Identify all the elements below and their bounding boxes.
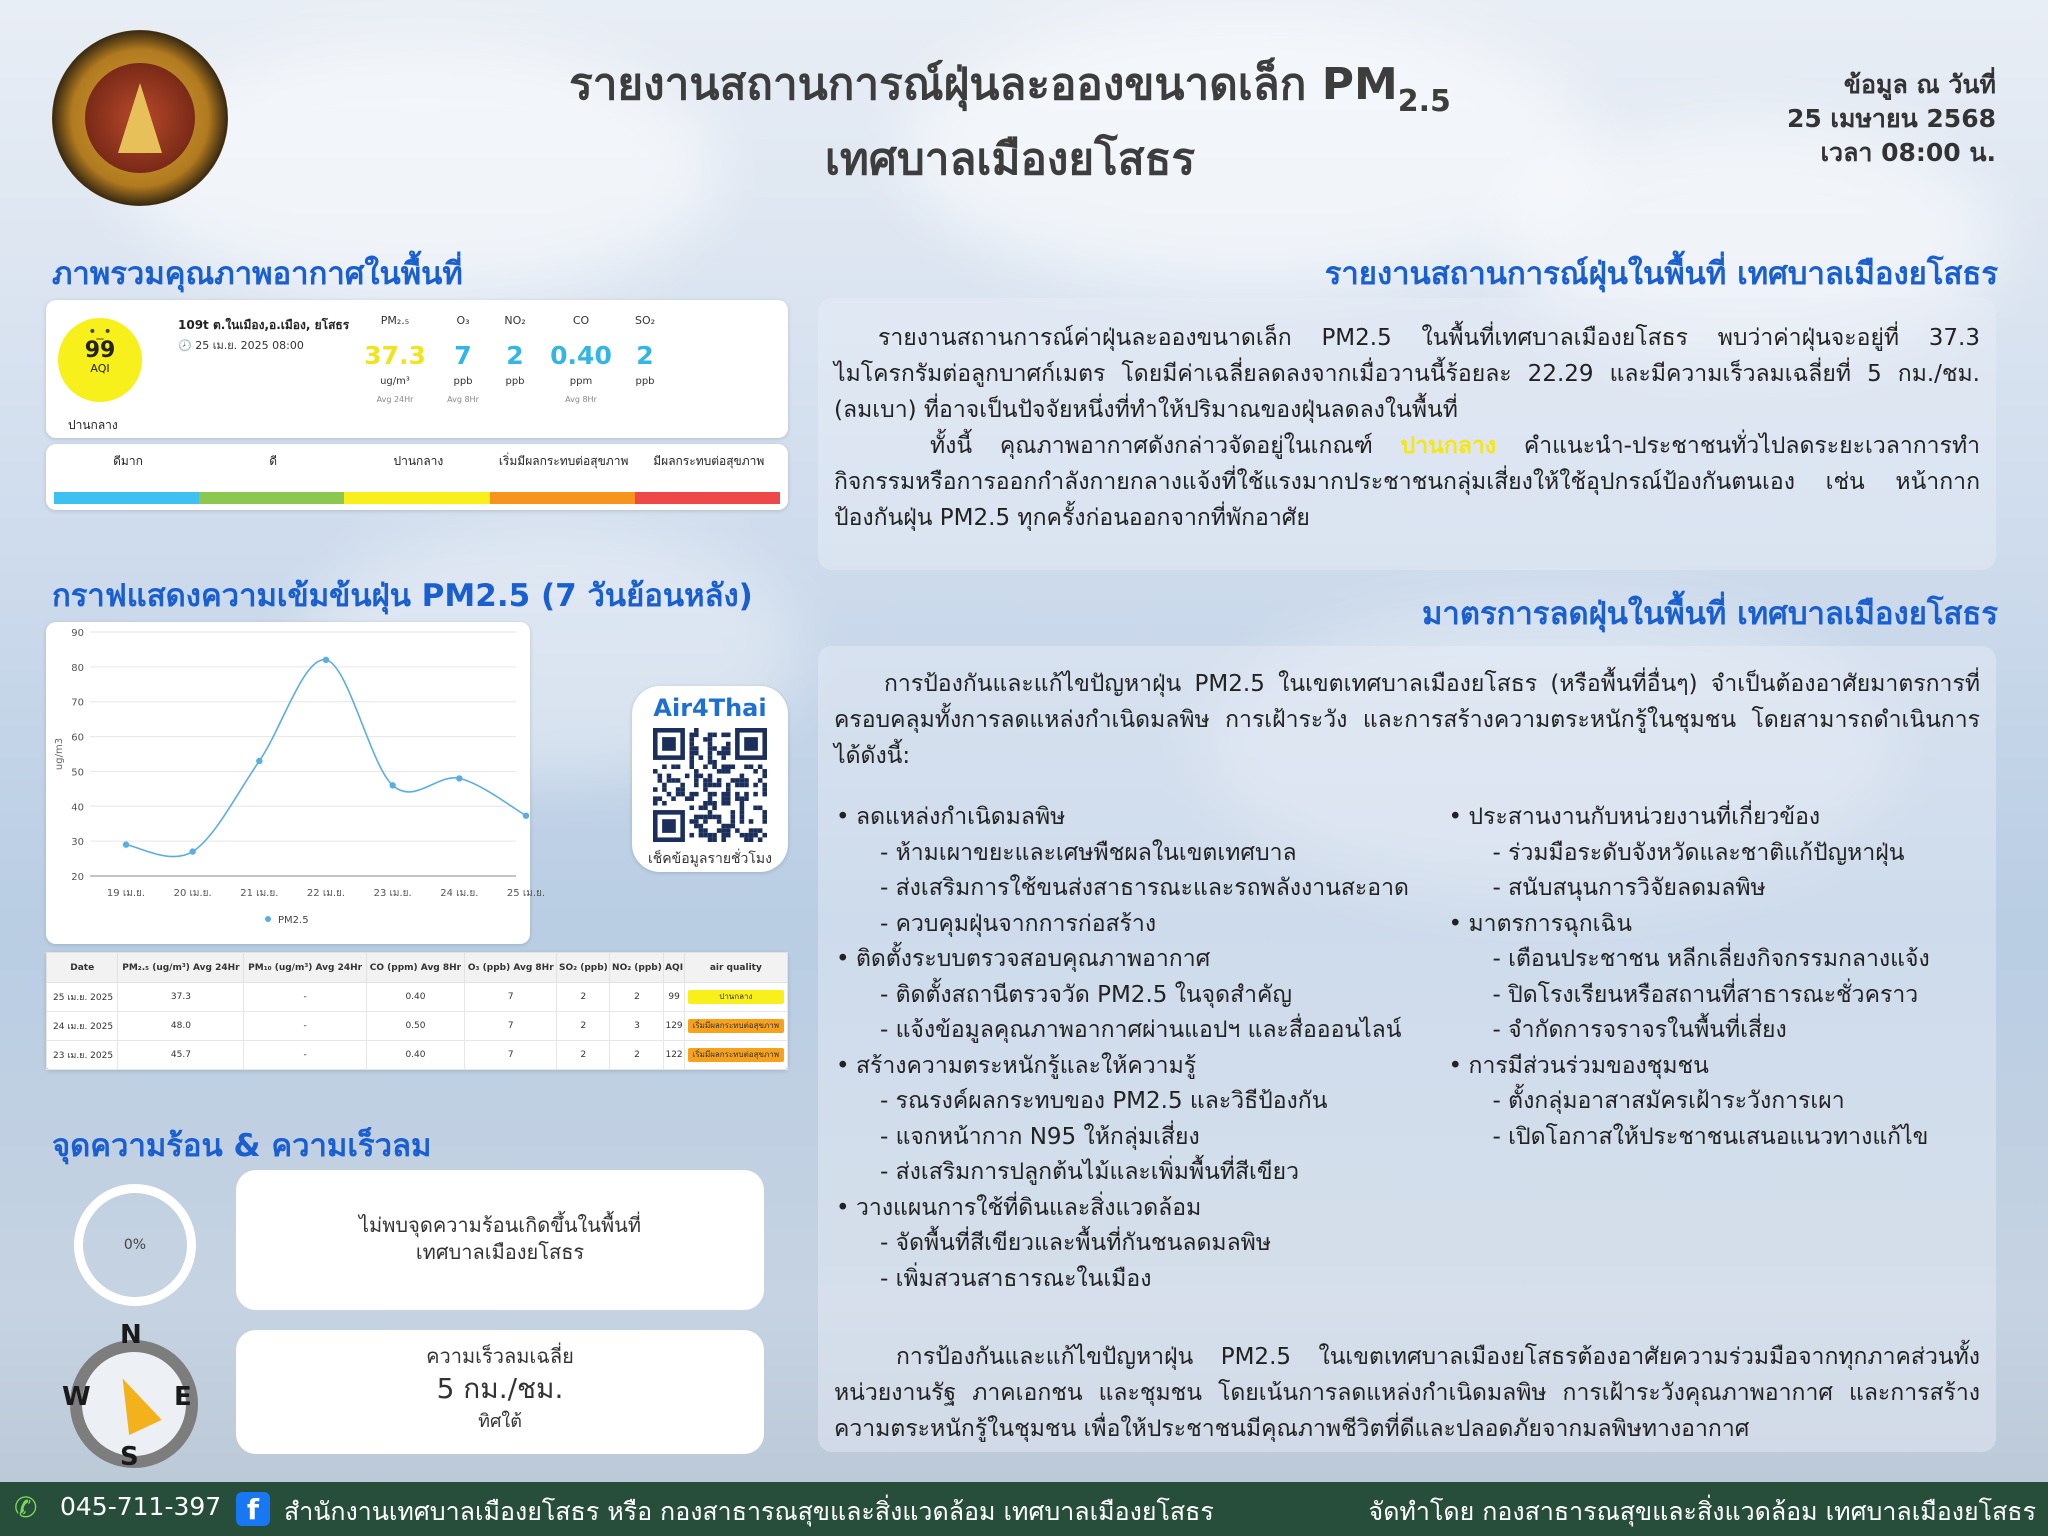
qr-caption: เช็คข้อมูลรายชั่วโมง	[648, 851, 772, 867]
pollutant-value: 0.40	[550, 341, 612, 370]
cell-o3: 7	[465, 1012, 557, 1041]
pollutant-name: NO₂	[504, 314, 526, 327]
scale-label-4: มีผลกระทบต่อสุขภาพ	[653, 454, 765, 468]
pollutant-avg	[610, 395, 680, 404]
y-tick-label: 20	[71, 872, 84, 883]
measure-heading: • ติดตั้งระบบตรวจสอบคุณภาพอากาศ	[834, 942, 1447, 978]
measure-heading: • ประสานงานกับหน่วยงานที่เกี่ยวข้อง	[1447, 800, 1980, 836]
report-paragraph-2	[834, 428, 1980, 536]
table-header-8: air quality	[684, 953, 787, 983]
scale-segment-3	[490, 492, 635, 504]
time-value: เวลา 08:00 น.	[1820, 138, 1996, 167]
pollutant-unit: ug/m³	[380, 376, 410, 387]
cell-co: 0.40	[366, 983, 464, 1012]
measure-heading: • การมีส่วนร่วมของชุมชน	[1447, 1049, 1980, 1085]
cell-quality	[684, 1012, 787, 1041]
air4thai-logo: Air4Thai	[653, 694, 767, 722]
compass-south: S	[120, 1442, 139, 1472]
heat-wind-title: จุดความร้อน & ความเร็วลม	[52, 1128, 432, 1164]
pollutant-name: CO	[572, 314, 590, 327]
pollutant-value: 37.3	[364, 341, 426, 370]
measures-title: มาตรการลดฝุ่นในพื้นที่ เทศบาลเมืองยโสธร	[1422, 596, 1998, 632]
aqi-scale	[46, 444, 788, 510]
x-tick-label: 19 เม.ย.	[106, 888, 146, 899]
pollutant-avg: Avg 24Hr	[376, 395, 414, 404]
date-value: 25 เมษายน 2568	[1786, 104, 1996, 133]
cell-pm25: 37.3	[118, 983, 244, 1012]
scale-segment-0	[54, 492, 199, 504]
cell-pm10: -	[244, 1012, 366, 1041]
cell-date: 23 เม.ย. 2025	[47, 1041, 118, 1070]
table-header-0: Date	[47, 953, 118, 983]
x-tick-label: 24 เม.ย.	[440, 888, 479, 899]
aqi-scale-bar	[54, 492, 780, 504]
hotspot-text-2: เทศบาลเมืองยโสธร	[415, 1240, 585, 1264]
air-quality-badge: เริ่มมีผลกระทบต่อสุขภาพ	[688, 1019, 784, 1033]
aqi-badge	[58, 318, 142, 402]
cell-quality	[684, 983, 787, 1012]
measures-panel	[818, 646, 1996, 1452]
measure-item: - เพิ่มสวนสาธารณะในเมือง	[880, 1265, 1152, 1292]
measure-heading: • ลดแหล่งกำเนิดมลพิษ	[834, 800, 1447, 836]
overview-title: ภาพรวมคุณภาพอากาศในพื้นที่	[52, 256, 463, 292]
y-tick-label: 80	[71, 662, 84, 674]
pollutant-unit: ppb	[453, 376, 473, 387]
measure-item: - จำกัดการจราจรในพื้นที่เสี่ยง	[1492, 1017, 1787, 1043]
pollutant-name: O₃	[456, 314, 470, 327]
data-point	[323, 657, 329, 663]
data-point	[256, 758, 262, 764]
measure-item: - ร่วมมือระดับจังหวัดและชาติแก้ปัญหาฝุ่น	[1492, 839, 1905, 866]
data-point	[456, 775, 462, 781]
wind-box	[236, 1330, 764, 1454]
scale-segment-1	[199, 492, 344, 504]
table-header-row	[47, 953, 788, 983]
y-tick-label: 70	[71, 697, 84, 709]
report-p2-end: คำแนะนำ-ประชาชนทั่วไปลดระยะเวลาการทำกิจกรรมหรือการออกกำลังกายกลางแจ้งที่ใช้แรงมากประชาชนกลุ่มเสี่ยงให้ใช้อุปกรณ์ป้องกันตนเอง เช่น หน้ากากป้องกันฝุ่น PM2.5 ทุกครั้งก่อนออกจากที่พักอาศัย	[834, 433, 1981, 531]
measure-item: - ควบคุมฝุ่นจากการก่อสร้าง	[880, 910, 1157, 937]
logo-emblem	[85, 63, 195, 173]
pollutant-0	[360, 314, 430, 404]
cell-so2: 2	[557, 1012, 610, 1041]
station-time-value: 25 เม.ย. 2025 08:00	[195, 339, 304, 352]
cell-aqi: 99	[664, 983, 684, 1012]
title-line1: รายงานสถานการณ์ฝุ่นละอองขนาดเล็ก PM	[569, 59, 1398, 110]
scale-label-3: เริ่มมีผลกระทบต่อสุขภาพ	[498, 454, 629, 468]
scale-label-1: ดี	[269, 454, 278, 468]
title-line2: เทศบาลเมืองยโสธร	[824, 134, 1196, 185]
pollutant-name: PM₂.₅	[380, 314, 410, 327]
cell-no2: 2	[610, 983, 664, 1012]
hotspot-text-1: ไม่พบจุดความร้อนเกิดขึ้นในพื้นที่	[358, 1213, 642, 1237]
aqi-card	[46, 300, 788, 438]
legend-marker	[265, 916, 271, 922]
series-line-pm25	[126, 660, 526, 857]
cell-quality	[684, 1041, 787, 1070]
pollutant-unit: ppb	[635, 376, 655, 387]
measure-heading: • มาตรการฉุกเฉิน	[1447, 907, 1980, 943]
table-header-6: NO₂ (ppb)	[610, 953, 664, 983]
cell-no2: 3	[610, 1012, 664, 1041]
cell-pm10: -	[244, 1041, 366, 1070]
y-axis-label: ug/m3	[54, 737, 65, 771]
report-panel	[818, 298, 1996, 570]
measure-item: - เปิดโอกาสให้ประชาชนเสนอแนวทางแก้ไข	[1492, 1123, 1929, 1150]
measure-item: - ส่งเสริมการใช้ขนส่งสาธารณะและรถพลังงานสะอาด	[880, 875, 1409, 901]
x-tick-label: 23 เม.ย.	[373, 888, 412, 899]
wind-direction-arrow-icon	[106, 1371, 161, 1435]
footer-org: สำนักงานเทศบาลเมืองยโสธร หรือ กองสาธารณสุขและสิ่งแวดล้อม เทศบาลเมืองยโสธร	[284, 1497, 1214, 1526]
data-point	[189, 848, 195, 854]
report-paragraph-1: รายงานสถานการณ์ค่าฝุ่นละอองขนาดเล็ก PM2.5 ในพื้นที่เทศบาลเมืองยโสธร พบว่าค่าฝุ่นจะอยู่ที่ 37.3 ไมโครกรัมต่อลูกบาศก์เมตร โดยมีค่าเฉลี่ยลดลงจากเมื่อวานนี้ร้อยละ 22.29 และมีความเร็วลมเฉลี่ยที่ 5 กม./ชม. (ลมเบา) ที่อาจเป็นปัจจัยหนึ่งที่ทำให้ปริมาณของฝุ่นลดลงในพื้นที่	[834, 325, 1980, 423]
table-header-4: O₃ (ppb) Avg 8Hr	[465, 953, 557, 983]
data-point	[389, 782, 395, 788]
data-point	[523, 812, 529, 818]
pollutant-name: SO₂	[634, 314, 656, 327]
report-title: รายงานสถานการณ์ฝุ่นในพื้นที่ เทศบาลเมืองยโสธร	[1324, 256, 1998, 292]
footer	[0, 1482, 2048, 1536]
cell-co: 0.50	[366, 1012, 464, 1041]
measure-item: - แจ้งข้อมูลคุณภาพอากาศผ่านแอปฯ และสื่อออนไลน์	[880, 1017, 1402, 1043]
cell-pm25: 48.0	[118, 1012, 244, 1041]
table-header-3: CO (ppm) Avg 8Hr	[366, 953, 464, 983]
cell-o3: 7	[465, 1041, 557, 1070]
measure-item: - ส่งเสริมการปลูกต้นไม้และเพิ่มพื้นที่สีเขียว	[880, 1159, 1300, 1185]
table-body	[47, 983, 788, 1070]
table-row	[47, 1012, 788, 1041]
report-date-block	[1736, 68, 1996, 170]
measure-item: - จัดพื้นที่สีเขียวและพื้นที่กันชนลดมลพิษ	[880, 1230, 1271, 1256]
x-tick-label: 21 เม.ย.	[240, 888, 279, 899]
compass-east: E	[174, 1382, 192, 1412]
measure-item: - ตั้งกลุ่มอาสาสมัครเฝ้าระวังการเผา	[1492, 1088, 1845, 1114]
cell-date: 25 เม.ย. 2025	[47, 983, 118, 1012]
aqi-value: 99	[84, 338, 116, 363]
y-tick-label: 60	[71, 732, 84, 744]
y-tick-label: 30	[71, 837, 84, 849]
table-header-5: SO₂ (ppb)	[557, 953, 610, 983]
station-name: 109t ต.ในเมือง,อ.เมือง, ยโสธร	[178, 318, 350, 332]
table-row	[47, 1041, 788, 1070]
cell-aqi: 122	[664, 1041, 684, 1070]
pollutant-value: 2	[636, 341, 654, 370]
measure-item: - แจกหน้ากาก N95 ให้กลุ่มเสี่ยง	[880, 1123, 1200, 1150]
measure-item: - เตือนประชาชน หลีกเลี่ยงกิจกรรมกลางแจ้ง	[1492, 946, 1930, 972]
measure-heading: • วางแผนการใช้ที่ดินและสิ่งแวดล้อม	[834, 1191, 1447, 1227]
aqi-label: AQI	[90, 362, 110, 375]
x-tick-label: 25 เม.ย.	[506, 888, 546, 899]
hotspot-box	[236, 1170, 764, 1310]
cell-so2: 2	[557, 983, 610, 1012]
date-label: ข้อมูล ณ วันที่	[1843, 70, 1996, 99]
cell-so2: 2	[557, 1041, 610, 1070]
y-tick-label: 90	[71, 628, 84, 639]
phone-icon: ✆	[14, 1491, 38, 1524]
y-tick-label: 40	[71, 802, 84, 814]
measure-item: - สนับสนุนการวิจัยลดมลพิษ	[1492, 875, 1766, 901]
table-header-7: AQI	[664, 953, 684, 983]
legend-label: PM2.5	[278, 915, 309, 926]
scale-segment-2	[344, 492, 489, 504]
air4thai-qr-card[interactable]	[632, 686, 788, 872]
wind-direction: ทิศใต้	[478, 1411, 522, 1432]
table-header-1: PM₂.₅ (ug/m³) Avg 24Hr	[118, 953, 244, 983]
measure-item: - ปิดโรงเรียนหรือสถานที่สาธารณะชั่วคราว	[1492, 981, 1919, 1008]
pollutant-value: 7	[454, 341, 472, 370]
pollutant-avg	[480, 395, 550, 404]
pollutant-2	[480, 314, 550, 404]
cell-pm25: 45.7	[118, 1041, 244, 1070]
measure-item: - รณรงค์ผลกระทบของ PM2.5 และวิธีป้องกัน	[880, 1088, 1328, 1114]
compass-north: N	[120, 1320, 142, 1350]
qr-code-icon[interactable]	[653, 728, 767, 842]
measure-item: - ติดตั้งสถานีตรวจวัด PM2.5 ในจุดสำคัญ	[880, 981, 1293, 1008]
y-tick-label: 50	[71, 767, 84, 779]
footer-phone[interactable]: 045-711-397	[60, 1492, 222, 1521]
pollutant-3	[546, 314, 616, 404]
x-tick-label: 20 เม.ย.	[173, 888, 212, 899]
x-tick-label: 22 เม.ย.	[306, 888, 346, 899]
pollutant-avg: Avg 8Hr	[447, 395, 479, 404]
measures-left-list	[834, 800, 1447, 1297]
table-row	[47, 983, 788, 1012]
cell-no2: 2	[610, 1041, 664, 1070]
data-point	[123, 841, 129, 847]
municipality-logo	[52, 30, 228, 206]
pollutant-avg: Avg 8Hr	[565, 395, 597, 404]
cell-aqi: 129	[664, 1012, 684, 1041]
station-time	[178, 336, 304, 354]
pm25-chart	[46, 622, 546, 944]
pollutant-unit: ppm	[569, 376, 593, 387]
chart-title: กราฟแสดงความเข้มข้นฝุ่น PM2.5 (7 วันย้อนหลัง)	[52, 578, 753, 614]
wind-value: 5 กม./ชม.	[436, 1372, 564, 1405]
cell-o3: 7	[465, 983, 557, 1012]
scale-segment-4	[635, 492, 780, 504]
wind-label: ความเร็วลมเฉลี่ย	[426, 1344, 574, 1368]
measures-intro: การป้องกันและแก้ไขปัญหาฝุ่น PM2.5 ในเขตเทศบาลเมืองยโสธร (หรือพื้นที่อื่นๆ) จำเป็นต้องอาศัยมาตรการที่ครอบคลุมทั้งการลดแหล่งกำเนิดมลพิษ การเฝ้าระวัง และการสร้างความตระหนักรู้ในชุมชน โดยสามารถดำเนินการได้ดังนี้:	[834, 671, 1980, 769]
hotspot-gauge: 0%	[74, 1184, 196, 1306]
pollutant-unit: ppb	[505, 376, 525, 387]
measure-heading: • สร้างความตระหนักรู้และให้ความรู้	[834, 1049, 1447, 1085]
pollutant-4	[610, 314, 680, 404]
compass-west: W	[62, 1382, 91, 1412]
measures-outro: การป้องกันและแก้ไขปัญหาฝุ่น PM2.5 ในเขตเทศบาลเมืองยโสธรต้องอาศัยความร่วมมือจากทุกภาคส่วนทั้งหน่วยงานรัฐ ภาคเอกชน และชุมชน โดยเน้นการลดแหล่งกำเนิดมลพิษ การเฝ้าระวังคุณภาพอากาศ และการสร้างความตระหนักรู้ในชุมชน เพื่อให้ประชาชนมีคุณภาพชีวิตที่ดีและปลอดภัยจากมลพิษทางอากาศ	[834, 1344, 1980, 1442]
page-title	[420, 56, 1600, 189]
facebook-icon[interactable]: f	[236, 1492, 270, 1526]
chart-svg	[46, 622, 546, 944]
aqi-level: ปานกลาง	[68, 418, 118, 432]
cell-pm10: -	[244, 983, 366, 1012]
history-table	[46, 952, 788, 1070]
report-p2-start: ทั้งนี้ คุณภาพอากาศดังกล่าวจัดอยู่ในเกณฑ์	[930, 433, 1373, 459]
compass-icon	[62, 1320, 198, 1472]
scale-label-2: ปานกลาง	[393, 454, 444, 468]
cell-date: 24 เม.ย. 2025	[47, 1012, 118, 1041]
air-quality-badge: เริ่มมีผลกระทบต่อสุขภาพ	[688, 1048, 784, 1062]
title-subscript: 2.5	[1397, 84, 1451, 119]
table-header-2: PM₁₀ (ug/m³) Avg 24Hr	[244, 953, 366, 983]
cell-co: 0.40	[366, 1041, 464, 1070]
scale-label-0: ดีมาก	[113, 454, 143, 468]
report-level-highlight: ปานกลาง	[1400, 433, 1497, 459]
measure-item: - ห้ามเผาขยะและเศษพืชผลในเขตเทศบาล	[880, 839, 1297, 866]
measures-right-list	[1447, 800, 1980, 1297]
pollutant-value: 2	[506, 341, 524, 370]
face-icon: •_•	[88, 324, 112, 340]
clock-icon: 🕗	[178, 339, 196, 352]
air-quality-badge: ปานกลาง	[688, 990, 784, 1004]
footer-credit: จัดทำโดย กองสาธารณสุขและสิ่งแวดล้อม เทศบาลเมืองยโสธร	[1368, 1497, 2036, 1526]
